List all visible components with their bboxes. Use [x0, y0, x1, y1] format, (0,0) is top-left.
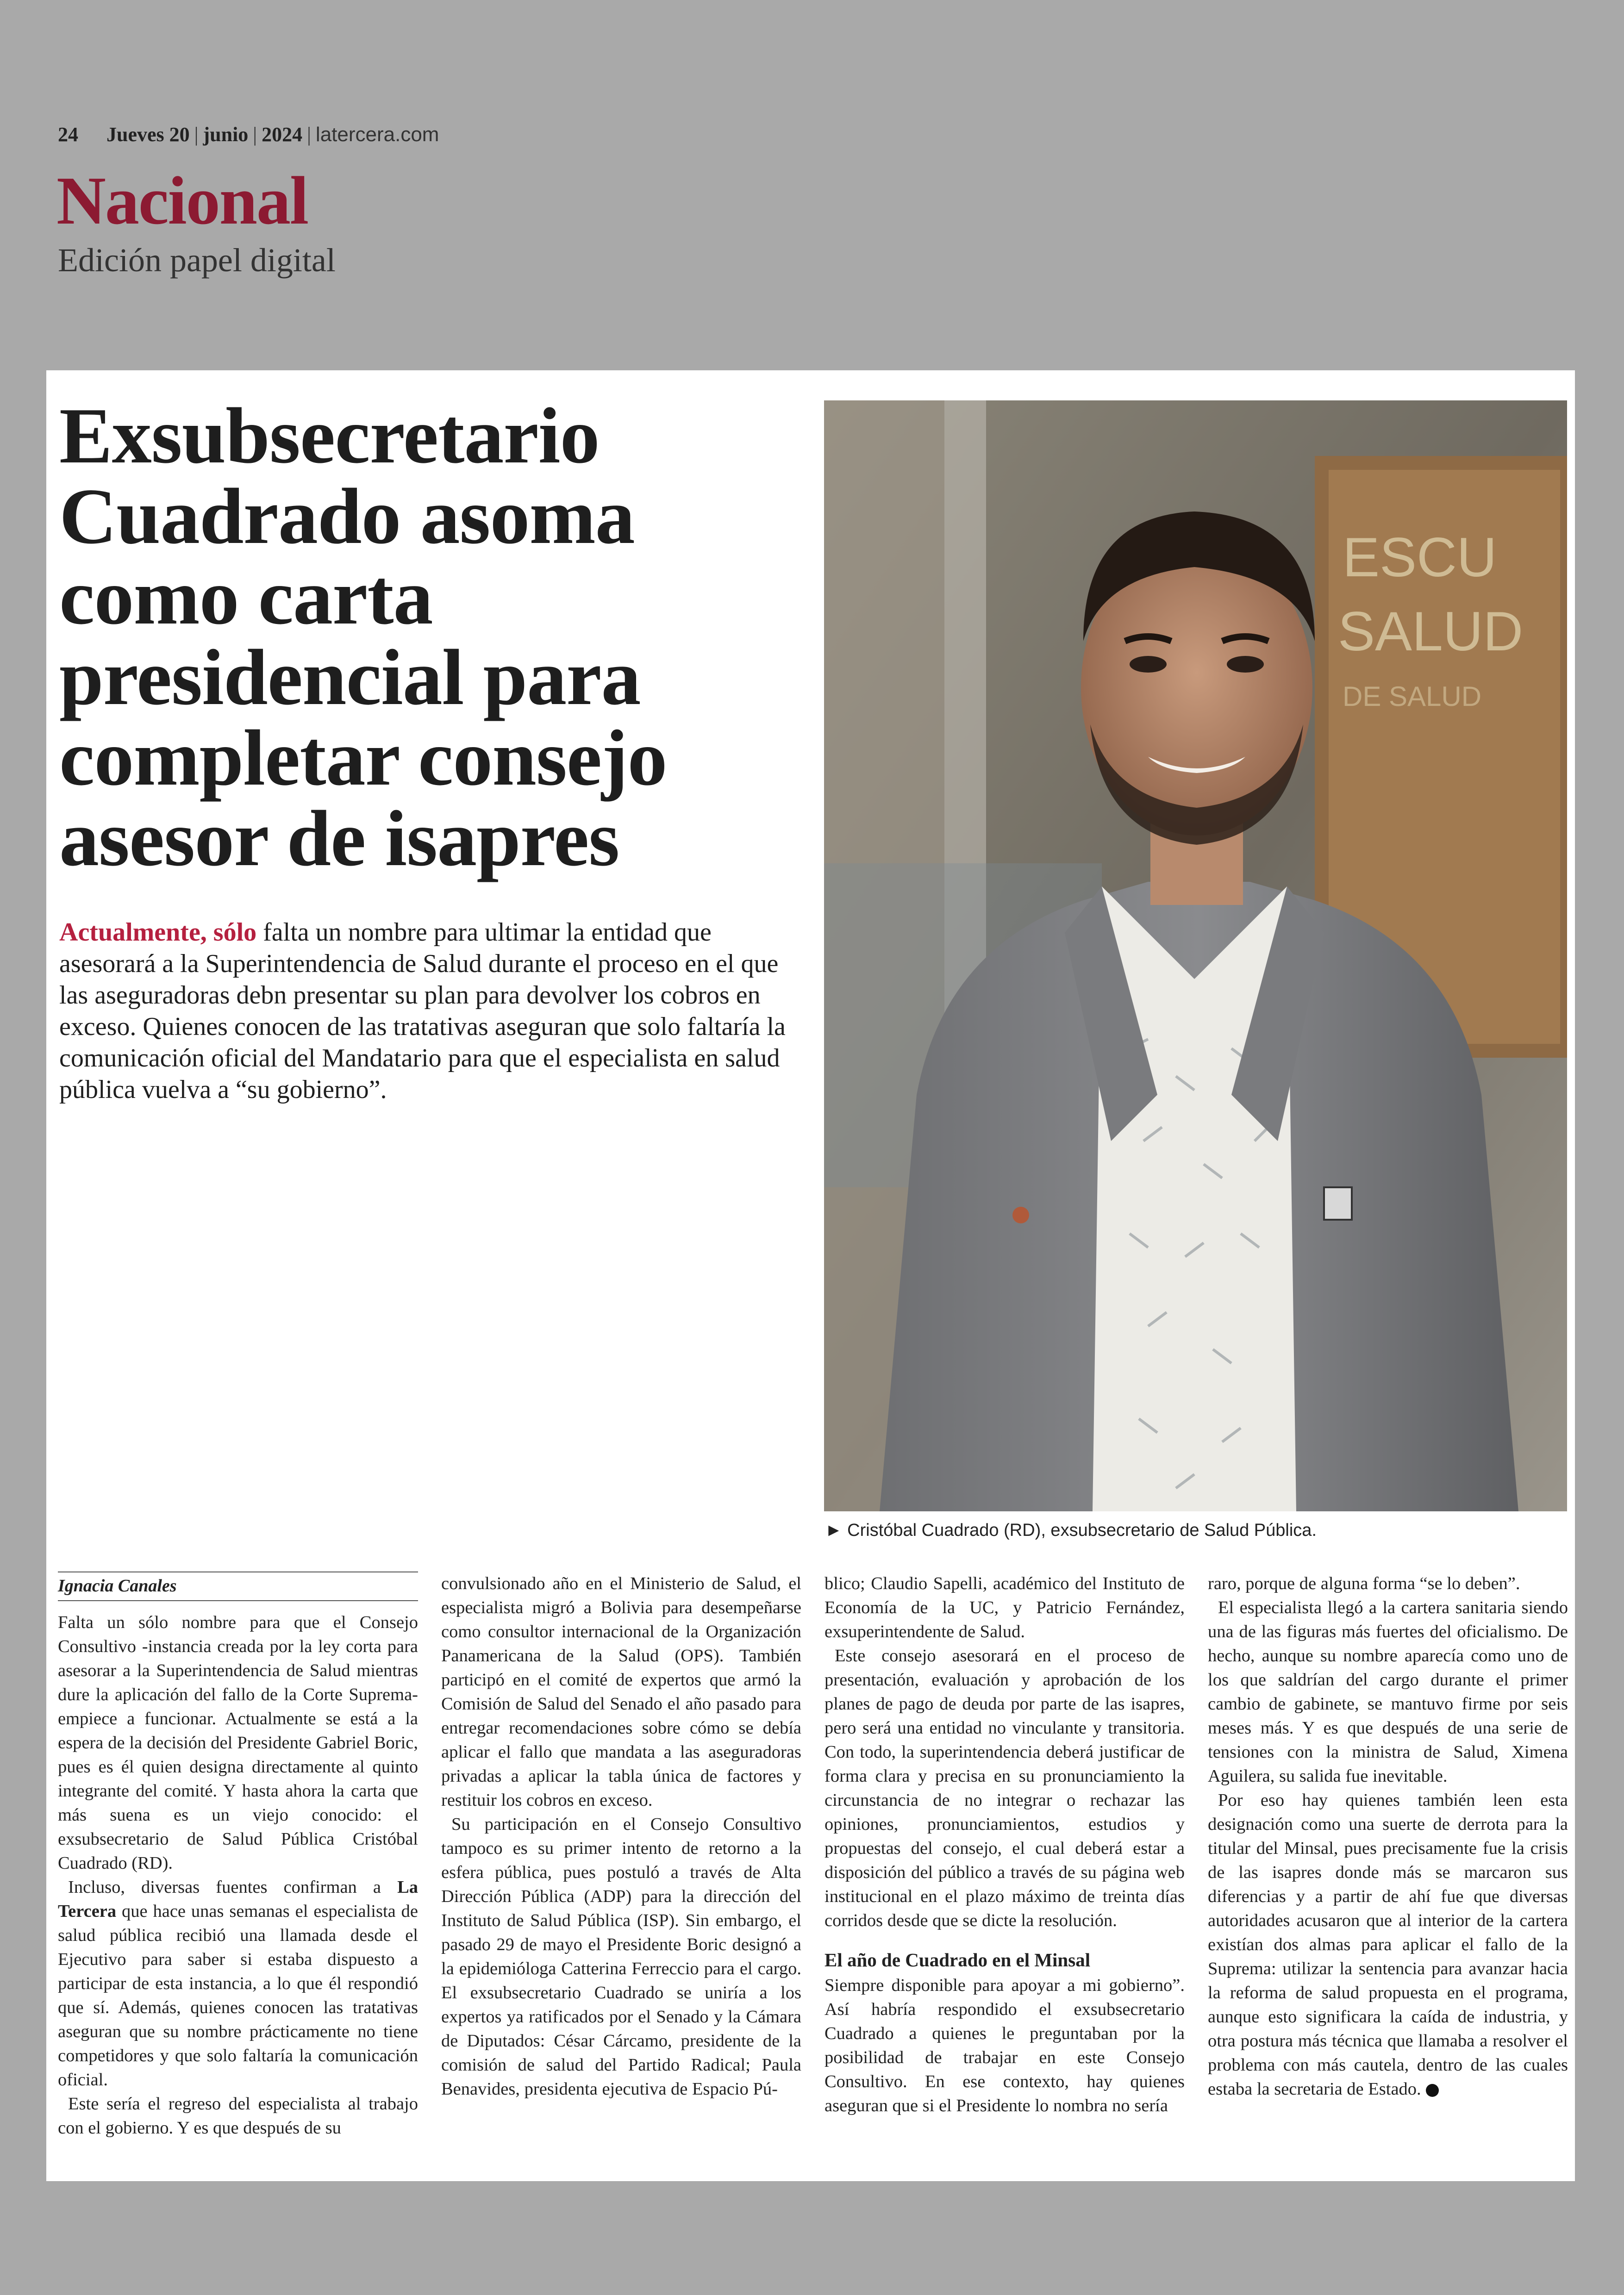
brand-name: La Tercera [58, 1877, 418, 1921]
site-link[interactable]: latercera.com [315, 123, 439, 146]
body-paragraph: Falta un sólo nombre para que el Consejo Consultivo -instancia creada por la ley corta para asesorar a la Superintendencia de Salud mientras dure la aplicación del fallo de la Corte Suprema- empiece a funcionar. Actualmente se está a la espera de la decisión del Presidente Gabriel Boric, pues es él quien designa directamente al quinto integrante del comité. Y hasta ahora la carta que más suena es un viejo conocido: el exsubsecretario de Salud Pública Cristóbal Cuadrado (RD). [58, 1613, 418, 1873]
article-column-1 [58, 1572, 418, 2140]
body-text: que hace unas semanas el especialista de salud pública recibió una llamada desde el Ejecutivo para saber si estaba dispuesto a participar de esta instancia, a lo que él respondió que sí. Además, quienes conocen las tratativas aseguran que su nombre prácticamente no tiene competidores y que solo faltaría la comunicación oficial. [58, 1902, 418, 2089]
article-lead [59, 917, 795, 1105]
body-text: Por eso hay quienes también leen esta designación como una suerte de derrota para la titular del Minsal, pues precisamente fue la crisis de las isapres donde más se marcaron sus diferencias y a partir de ahí fue que diversas autoridades acusaron que al interior de la cartera existían dos almas para aplicar el fallo de la Suprema: utilizar la sentencia para avanzar hacia la reforma de salud propuesta en el programa, aunque esto significara la caída de industria, y otra postura más técnica que llamaba a resolver el problema con más cautela, dentro de las cuales estaba la secretaria de Estado. [1208, 1790, 1568, 2099]
page-masthead [58, 123, 439, 146]
date-month: junio [203, 123, 249, 146]
body-paragraph: convulsionado año en el Ministerio de Salud, el especialista migró a Bolivia para desempeñarse como consultor internacional de la Organización Panamericana de la Salud (OPS). También participó en el comité de expertos que armó la Comisión de Salud del Senado el año pasado para entregar recomendaciones sobre cómo se debía aplicar el fallo que mandata a las aseguradoras privadas a aplicar la tabla única de factores y restituir los cobros en exceso. [441, 1574, 801, 1810]
sign-line-2: SALUD [1338, 600, 1524, 662]
section-title: Nacional [56, 163, 308, 239]
sign-line-1: ESCU [1343, 526, 1497, 588]
body-paragraph: Este consejo asesorará en el proceso de presentación, evaluación y aprobación de los planes de pago de deuda por parte de las isapres, pero será una entidad no vinculante y transitoria. Con todo, la superintendencia deberá justificar de forma clara y precisa en su pronunciamiento la circunstancia de no integrar o rechazar las opiniones, pronunciamientos, estudios y propuestas del consejo, el cual deberá estar a disposición del público a través de su página web institucional en el plazo máximo de treinta días corridos desde que se dicte la resolución. [824, 1646, 1185, 1930]
body-paragraph [58, 1875, 418, 2092]
article-photo [824, 400, 1567, 1511]
byline: Ignacia Canales [58, 1572, 418, 1601]
edition-label: Edición papel digital [58, 242, 336, 279]
article-column-4 [1208, 1572, 1568, 2101]
sign-line-3: DE SALUD [1343, 681, 1482, 712]
body-paragraph: raro, porque de alguna forma “se lo deben”. [1208, 1574, 1520, 1593]
page-number: 24 [58, 123, 78, 146]
body-paragraph [1208, 1788, 1568, 2101]
article-body [58, 1572, 1567, 2173]
separator: | [307, 123, 311, 146]
body-paragraph: Siempre disponible para apoyar a mi gobierno”. Así habría respondido el exsubsecretario Cuadrado a quienes le preguntaban por la posibilidad de trabajar en este Consejo Consultivo. En ese contexto, hay quienes aseguran que si el Presidente lo nombra no sería [824, 1976, 1185, 2115]
body-paragraph: Su participación en el Consejo Consultivo tampoco es su primer intento de retorno a la esfera pública, pues postuló a través de Alta Dirección Pública (ADP) para la dirección del Instituto de Salud Pública (ISP). Sin embargo, el pasado 29 de mayo el Presidente Boric designó a la epidemióloga Catterina Ferreccio para el cargo. El exsubsecretario Cuadrado se uniría a los expertos ya ratificados por el Senado y la Cámara de Diputados: César Cárcamo, presidente de la comisión de salud del Partido Radical; Paula Benavides, presidenta ejecutiva de Espacio Pú- [441, 1815, 801, 2099]
article-column-2 [441, 1572, 801, 2101]
separator: | [253, 123, 257, 146]
article-headline: Exsubsecretario Cuadrado asoma como carta presidencial para completar consejo asesor de isapres [59, 392, 667, 883]
lead-kicker: Actualmente, sólo [59, 918, 257, 947]
body-paragraph: El especialista llegó a la cartera sanitaria siendo una de las figuras más fuertes del oficialismo. De hecho, aunque su nombre aparecía como uno de los que saldrían del cargo durante el primer cambio de gabinete, se mantuvo firme por seis meses más. Y es que después de una serie de tensiones con la ministra de Salud, Ximena Aguilera, su salida fue inevitable. [1208, 1598, 1568, 1786]
end-mark-icon [1426, 2084, 1439, 2097]
section-subheading: El año de Cuadrado en el Minsal [824, 1949, 1091, 1971]
lead-text: falta un nombre para ultimar la entidad que asesorará a la Superintendencia de Salud durante el proceso en el que las aseguradoras debn presentar su plan para devolver los cobros en exceso. Quienes conocen de las tratativas aseguran que solo faltaría la comunicación oficial del Mandatario para que el especialista en salud pública vuelva a “su gobierno”. [59, 918, 786, 1104]
date-day: Jueves 20 [106, 123, 190, 146]
separator: | [194, 123, 199, 146]
date-year: 2024 [262, 123, 303, 146]
body-paragraph: blico; Claudio Sapelli, académico del Instituto de Economía de la UC, y Patricio Fernández, exsuperintendente de Salud. [824, 1574, 1185, 1641]
article-sheet [46, 370, 1575, 2181]
portrait-photo [824, 400, 1567, 1511]
article-column-3 [824, 1572, 1185, 2118]
body-paragraph: Este sería el regreso del especialista al trabajo con el gobierno. Y es que después de su [58, 2094, 418, 2138]
body-text: Incluso, diversas fuentes confirman a [68, 1877, 398, 1897]
photo-caption: ► Cristóbal Cuadrado (RD), exsubsecretario de Salud Pública. [825, 1521, 1317, 1540]
